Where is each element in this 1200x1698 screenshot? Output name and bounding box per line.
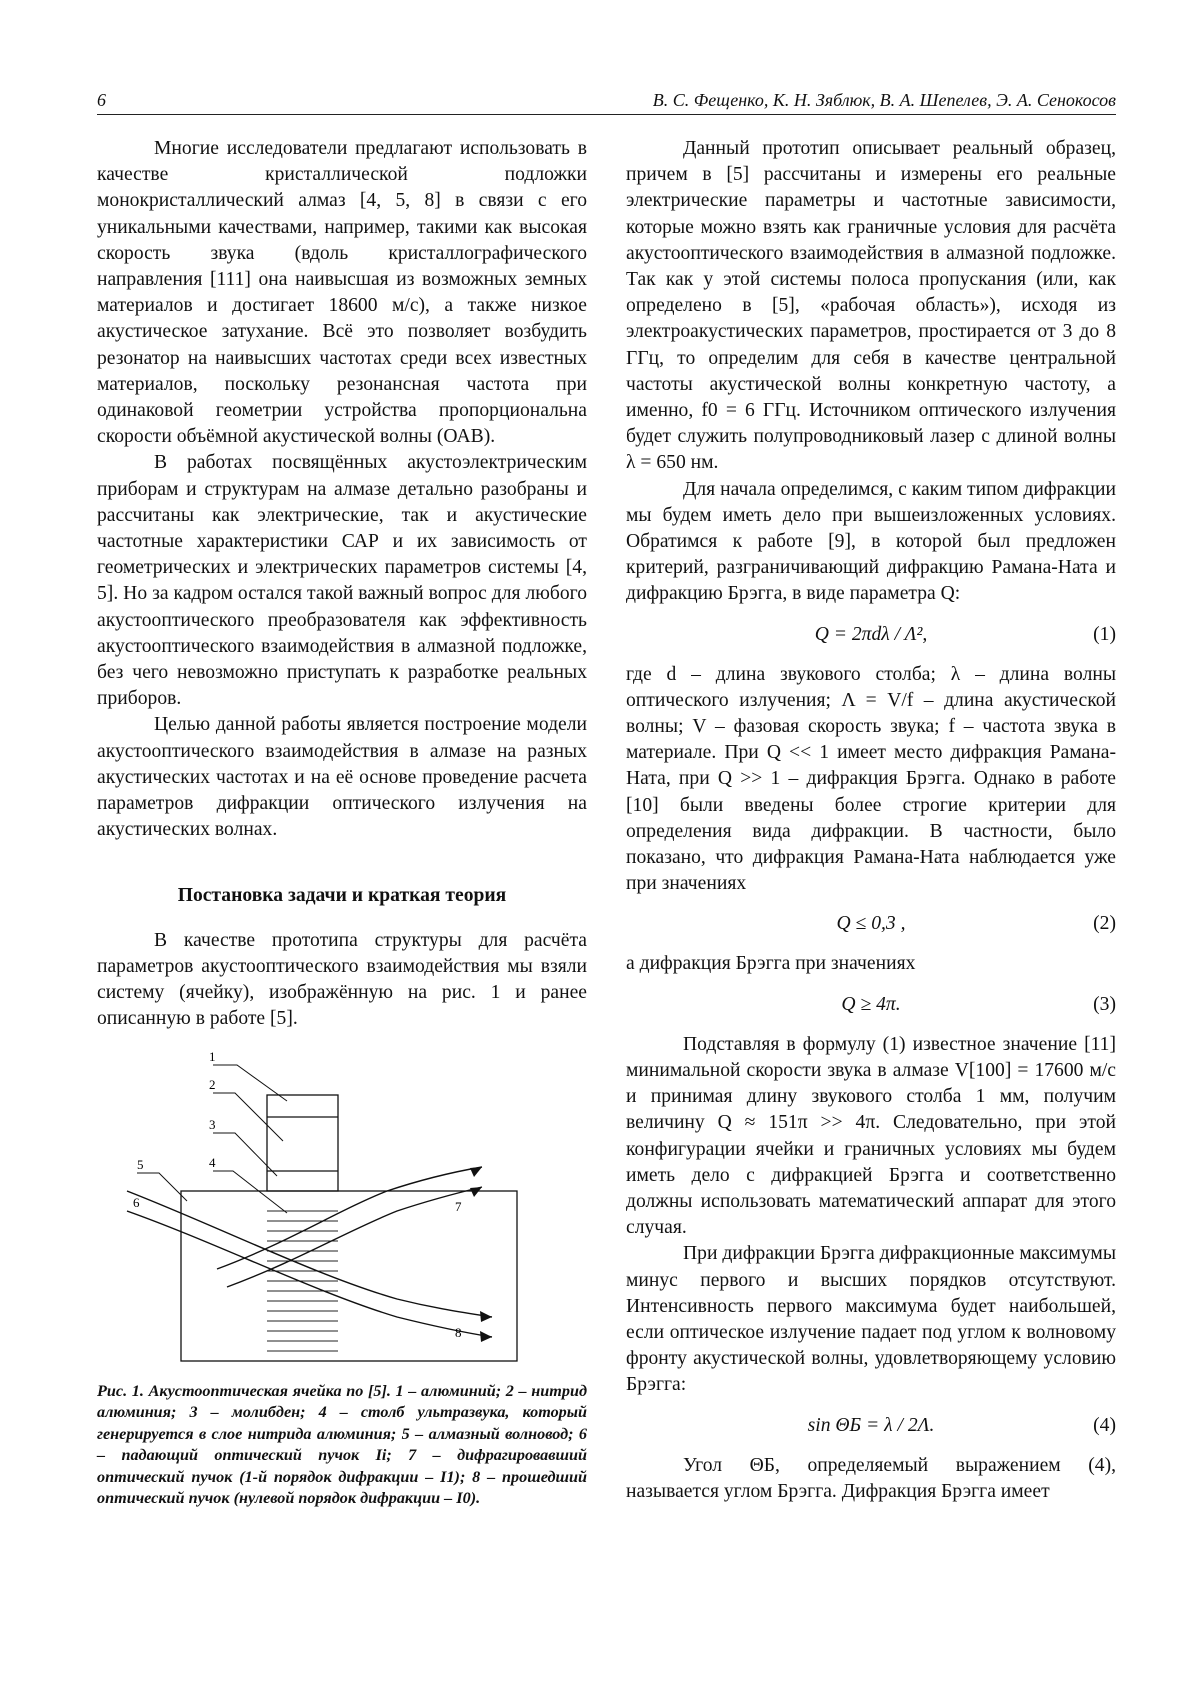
paragraph: Для начала определимся, с каким типом дифракции мы будем иметь дело при вышеизложенных условиях. Обратимся к работе [9], в которой был предложен критерий, разграничивающий дифракцию Рамана-Ната и дифракцию Брэгга, в виде параметра Q: bbox=[626, 478, 1116, 605]
authors-line: В. С. Фещенко, К. Н. Зяблюк, В. А. Шепелев, Э. А. Сенокосов bbox=[652, 90, 1116, 110]
equation-expression: Q ≤ 0,3 , bbox=[836, 913, 906, 935]
arrow-icon bbox=[480, 1311, 492, 1322]
equation-number: (2) bbox=[1093, 913, 1116, 935]
figure-label-5: 5 bbox=[137, 1156, 144, 1172]
equation-expression: Q = 2πdλ / Λ², bbox=[814, 623, 928, 645]
paragraph: Целью данной работы является построение модели акустооптического взаимодействия в алмазе на разных акустических частотах и на её основе проведение расчета параметров дифракции оптического излучения на акустических волнах. bbox=[97, 714, 587, 841]
figure-acousto-optic-cell bbox=[97, 1051, 587, 1371]
figure-label-6: 6 bbox=[133, 1194, 140, 1210]
paragraph: где d – длина звукового столба; λ – длина волны оптического излучения; Λ = V/f – длина акустической волны; V – фазовая скорость звука; f – частота звука в материале. При Q << 1 имеет место дифракция Рамана-Ната, при Q >> 1 – дифракция Брэгга. Однако в работе [10] были введены более строгие критерии для определения вида дифракции. В частности, было показано, что дифракция Рамана-Ната наблюдается уже при значениях bbox=[626, 663, 1116, 895]
figure-label-1: 1 bbox=[209, 1050, 216, 1064]
paragraph: Данный прототип описывает реальный образец, причем в [5] рассчитаны и измерены его реальные электрические параметры и частотные зависимости, которые можно взять как граничные условия для расчёта акустооптического взаимодействия в алмазной подложке. Так как у этой системы полоса пропускания (или, как определено в [5], «рабочая область»), исходя из электроакустических параметров, простирается от 3 до 8 ГГц, то определим для себя в качестве центральной частоты акустической волны конкретную частоту, а именно, f0 = 6 ГГц. Источником оптического излучения будет служить полупроводниковый лазер с длиной волны λ = 650 нм. bbox=[626, 138, 1116, 474]
diffracted-beam-lower bbox=[227, 1187, 482, 1287]
figure-label-4: 4 bbox=[209, 1154, 216, 1170]
paragraph: При дифракции Брэгга дифракционные максимумы минус первого и высших порядков отсутствуют. Интенсивность первого максимума будет наибольшей, если оптическое излучение падает под углом к волновому фронту акустической волны, удовлетворяющему условию Брэгга: bbox=[626, 1243, 1116, 1396]
equation-number: (3) bbox=[1093, 993, 1116, 1015]
cell-diagram bbox=[97, 1051, 587, 1371]
paragraph: а дифракция Брэгга при значениях bbox=[626, 953, 916, 975]
equation-expression: Q ≥ 4π. bbox=[841, 993, 901, 1015]
ultrasound-column bbox=[267, 1211, 338, 1351]
right-column bbox=[626, 136, 1116, 1505]
figure-label-7: 7 bbox=[455, 1198, 462, 1214]
figure-caption: Рис. 1. Акустооптическая ячейка по [5]. 1 – алюминий; 2 – нитрид алюминия; 3 – молибден; 4 – столб ультразвука, который генерируется в слое нитрида алюминия; 5 – алмазный волновод; 6 – падающий оптический пучок Ii; 7 – дифрагировавший оптический пучок (1-й порядок дифракции – I1); 8 – прошедший оптический пучок (нулевой порядок дифракции – I0). bbox=[97, 1381, 587, 1507]
equation-expression: sin ΘБ = λ / 2Λ. bbox=[807, 1414, 935, 1436]
paragraph: В работах посвящённых акустоэлектрическим приборам и структурам на алмазе детально разобраны и рассчитаны как электрические, так и акустические частотные характеристики САР и их зависимость от геометрических и электрических параметров системы [4, 5]. Но за кадром остался такой важный вопрос для любого акустооптического преобразователя как эффективность акустооптического взаимодействия в алмазной подложке, без чего невозможно приступать к разработке реальных приборов. bbox=[97, 452, 587, 710]
equation-3 bbox=[626, 992, 1116, 1018]
equation-number: (1) bbox=[1093, 623, 1116, 645]
figure-label-3: 3 bbox=[209, 1116, 216, 1132]
equation-number: (4) bbox=[1093, 1414, 1116, 1436]
paragraph: Угол ΘБ, определяемый выражением (4), называется углом Брэгга. Дифракция Брэгга имеет bbox=[626, 1454, 1116, 1502]
running-header bbox=[97, 84, 1116, 115]
diffracted-beam-upper bbox=[217, 1167, 482, 1269]
equation-4 bbox=[626, 1413, 1116, 1439]
section-heading: Постановка задачи и краткая теория bbox=[177, 885, 507, 907]
page-number: 6 bbox=[97, 90, 106, 110]
arrow-icon bbox=[480, 1331, 492, 1342]
paragraph: Подставляя в формулу (1) известное значение [11] минимальной скорости звука в алмазе V[100] = 17600 м/с и принимая длину звукового столба 1 мм, получим величину Q ≈ 151π >> 4π. Следовательно, при этой конфигурации ячейки и граничных условиях мы будем иметь дело с дифракцией Брэгга и соответственно должны использовать математический аппарат для этого случая. bbox=[626, 1033, 1116, 1239]
incident-beam-lower bbox=[127, 1211, 492, 1337]
transducer-stack bbox=[267, 1095, 338, 1191]
equation-1 bbox=[626, 622, 1116, 648]
diamond-waveguide bbox=[181, 1191, 517, 1361]
left-column bbox=[97, 136, 587, 1510]
incident-beam-upper bbox=[127, 1191, 492, 1317]
figure-label-2: 2 bbox=[209, 1076, 216, 1092]
figure-label-8: 8 bbox=[455, 1324, 462, 1340]
arrow-icon bbox=[470, 1167, 482, 1177]
paragraph: Многие исследователи предлагают использовать в качестве кристаллической подложки монокристаллический алмаз [4, 5, 8] в связи с его уникальными качествами, например, такими как высокая скорость звука (вдоль кристаллографического направления [111] она наивысшая из возможных земных материалов и достигает 18600 м/с), а также низкое акустическое затухание. Всё это позволяет возбудить резонатор на наивысших частотах среди всех известных материалов, поскольку резонансная частота при одинаковой геометрии устройства пропорциональна скорости объёмной акустической волны (ОАВ). bbox=[97, 138, 587, 448]
arrow-icon bbox=[470, 1187, 482, 1197]
paragraph: В качестве прототипа структуры для расчёта параметров акустооптического взаимодействия мы взяли систему (ячейку), изображённую на рис. 1 и ранее описанную в работе [5]. bbox=[97, 929, 587, 1030]
equation-2 bbox=[626, 911, 1116, 937]
